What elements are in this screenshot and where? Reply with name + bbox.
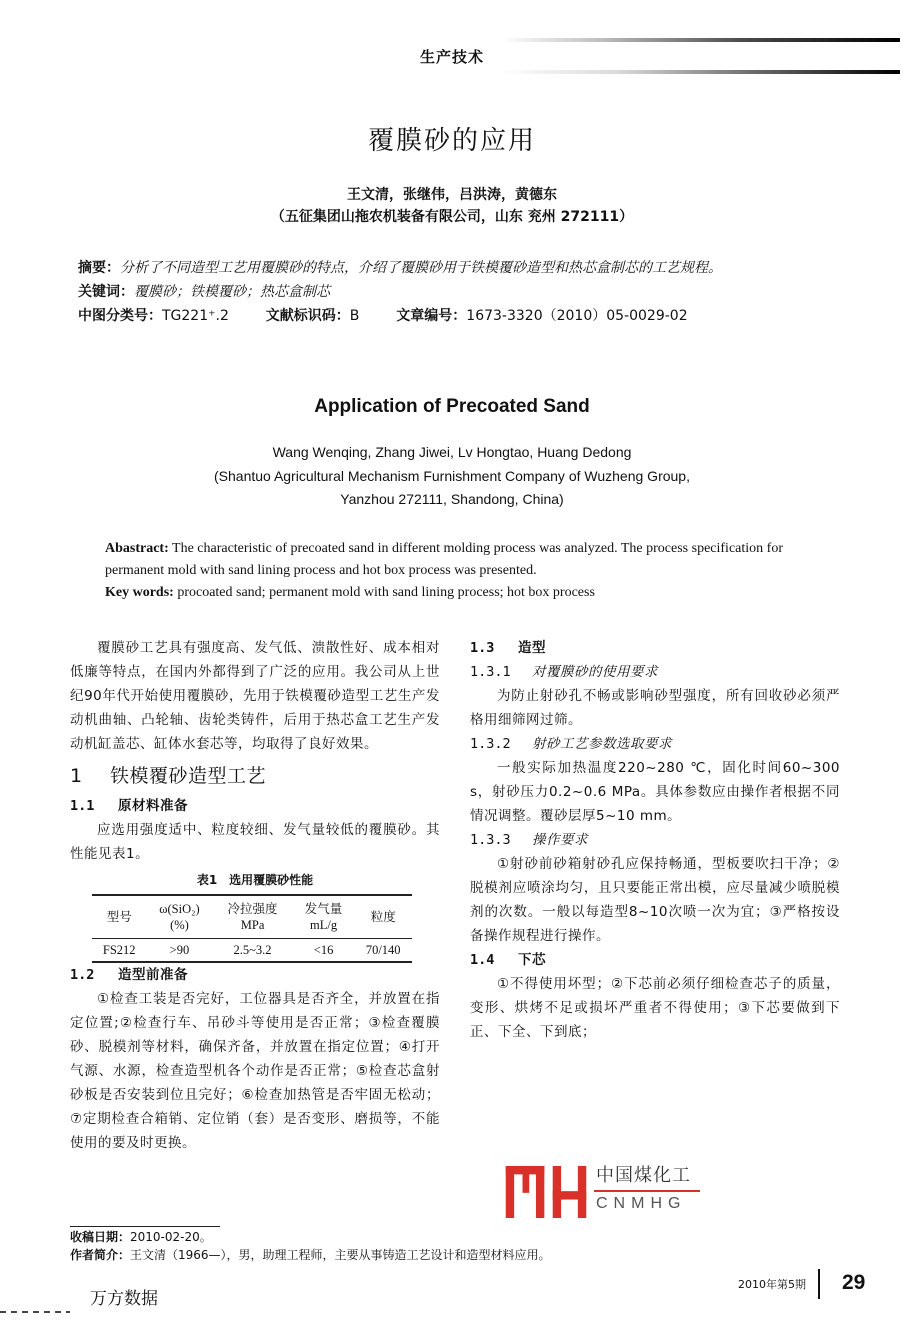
table-1-caption: 表1 选用覆膜砂性能	[196, 873, 314, 887]
table-header-tensile-text: 冷拉强度	[227, 902, 278, 916]
table-header-gas-unit: mL/g	[310, 918, 338, 932]
section-1-3-2-number: 1.3.2	[470, 736, 511, 752]
footnote-received	[70, 1228, 212, 1246]
keywords-en-label: Key words:	[105, 585, 174, 600]
table-cell: FS212	[92, 939, 146, 963]
section-1-3-heading	[470, 636, 840, 660]
body-column-right	[470, 636, 840, 1044]
article-no-label: 文章编号：	[396, 308, 467, 324]
abstract-cn	[78, 256, 818, 328]
section-1-1-paragraph: 应选用强度适中、粒度较细、发气量较低的覆膜砂。其性能见表1。	[70, 822, 440, 862]
table-cell: >90	[146, 939, 212, 963]
section-1-3-1-heading	[470, 660, 840, 684]
source-watermark: 万方数据	[90, 1289, 158, 1309]
abstract-cn-text	[78, 256, 818, 280]
table-header-grain-text: 粒度	[370, 910, 396, 924]
watermark-cn-text: 中国煤化工	[596, 1165, 691, 1186]
abstract-cn-label: 摘要：	[78, 260, 120, 276]
watermark-mh-glyph	[506, 1166, 587, 1218]
watermark-logo	[504, 1166, 714, 1218]
author-bio-label: 作者简介：	[70, 1248, 131, 1262]
watermark-en-text: CNMHG	[596, 1195, 687, 1212]
page-title-cn: 覆膜砂的应用	[367, 126, 536, 156]
table-cell: 2.5~3.2	[212, 939, 292, 963]
abstract-cn-body: 分析了不同造型工艺用覆膜砂的特点，介绍了覆膜砂用于铁模覆砂造型和热芯盒制芯的工艺规程。	[120, 260, 722, 276]
table-header-grain	[354, 895, 412, 939]
watermark-divider	[594, 1190, 700, 1192]
section-1-1-number: 1.1	[70, 798, 95, 814]
doc-code-label: 文献标识码：	[265, 308, 350, 324]
logo-bar	[536, 1166, 544, 1218]
table-cell: 70/140	[354, 939, 412, 963]
section-1-3-title: 造型	[518, 640, 546, 656]
section-1-3-3-heading	[470, 828, 840, 852]
issue-label: 2010年第5期	[738, 1278, 806, 1291]
author-bio: 王文清（1966—），男，助理工程师，主要从事铸造工艺设计和造型材料应用。	[130, 1248, 551, 1262]
header-rule-bottom	[500, 70, 900, 74]
section-1-4-number: 1.4	[470, 952, 495, 968]
section-1-1-heading	[70, 794, 440, 818]
table-header-gas-text: 发气量	[304, 902, 343, 916]
affiliation-en-line1: (Shantuo Agricultural Mechanism Furnishment Company of Wuzheng Group,	[214, 468, 690, 484]
table-header-sio2	[146, 895, 212, 939]
section-1-4-heading	[470, 948, 840, 972]
table-header-row	[92, 895, 412, 939]
table-row	[92, 939, 412, 963]
clc-value: TG221⁺.2	[162, 308, 229, 324]
section-1-2-heading	[70, 963, 440, 987]
section-1-4-title: 下芯	[518, 952, 546, 968]
watermark-mh-mark-icon	[504, 1166, 588, 1218]
affiliation-en-line2: Yanzhou 272111, Shandong, China)	[340, 491, 564, 507]
received-label: 收稿日期：	[70, 1230, 131, 1244]
table-cell: <16	[293, 939, 355, 963]
keywords-en-value: procoated sand; permanent mold with sand lining process; hot box process	[173, 585, 595, 600]
section-1-3-2-heading	[470, 732, 840, 756]
section-1-heading	[70, 762, 440, 790]
authors-en: Wang Wenqing, Zhang Jiwei, Lv Hongtao, Huang Dedong	[272, 444, 632, 460]
section-1-2-title: 造型前准备	[118, 967, 188, 983]
section-1-1-title: 原材料准备	[118, 798, 188, 814]
table-1	[92, 894, 412, 963]
page-title-en: Application of Precoated Sand	[314, 396, 590, 417]
keywords-cn-value: 覆膜砂；铁模覆砂；热芯盒制芯	[134, 284, 330, 300]
table-header-gas	[293, 895, 355, 939]
section-1-2-number: 1.2	[70, 967, 95, 983]
footnote-author	[70, 1246, 551, 1264]
bottom-dash-rule	[0, 1311, 70, 1313]
section-1-3-2-title: 射砂工艺参数选取要求	[532, 736, 672, 752]
authors-cn: 王文清，张继伟，吕洪涛，黄德东	[347, 187, 557, 203]
section-1-2-paragraph: ①检查工装是否完好，工位器具是否齐全，并放置在指定位置;②检查行车、吊砂斗等使用是否正常；③检查覆膜砂、脱模剂等材料，确保齐备，并放置在指定位置；④打开气源、水源，检查造型机各个动作是否正常；⑤检查芯盒射砂板是否安装到位且完好；⑥检查加热管是否牢固无松动；⑦定期检查合箱销、定位销（套）是否变形、磨损等，不能使用的要及时更换。	[70, 991, 440, 1151]
keywords-cn-label: 关键词：	[78, 284, 134, 300]
section-label: 生产技术	[420, 48, 485, 66]
table-header-sio2-unit: (%)	[170, 918, 189, 932]
logo-bar	[553, 1191, 587, 1199]
section-1-number: 1	[70, 765, 83, 787]
intro-paragraph: 覆膜砂工艺具有强度高、发气低、溃散性好、成本相对低廉等特点，在国内外都得到了广泛的应用。我公司从上世纪90年代开始使用覆膜砂，先用于铁模覆砂造型工艺生产发动机曲轴、凸轮轴、齿轮类铸件，后用于热芯盒工艺生产发动机缸盖芯、缸体水套芯等，均取得了良好效果。	[70, 640, 440, 752]
received-date: 2010-02-20。	[130, 1230, 212, 1244]
page-number: 29	[842, 1271, 866, 1294]
section-1-3-1-number: 1.3.1	[470, 664, 511, 680]
keywords-cn	[78, 280, 818, 304]
abstract-en-label: Abastract:	[105, 541, 169, 556]
section-1-title: 铁模覆砂造型工艺	[110, 765, 267, 787]
table-header-tensile	[212, 895, 292, 939]
body-column-left	[70, 636, 440, 1155]
abstract-en-text	[105, 538, 825, 582]
section-1-4-paragraph: ①不得使用坏型；②下芯前必须仔细检查芯子的质量，变形、烘烤不足或损坏严重者不得使用；③下芯要做到下正、下全、下到底；	[470, 976, 840, 1040]
page-number-divider	[818, 1269, 820, 1299]
section-1-3-3-paragraph: ①射砂前砂箱射砂孔应保持畅通，型板要吹扫干净；②脱模剂应喷涂均匀，且只要能正常出模，应尽量减少喷脱模剂的次数。一般以每造型8~10次喷一次为宜；③严格按设备操作规程进行操作。	[470, 856, 840, 944]
section-1-3-1-title: 对覆膜砂的使用要求	[532, 664, 658, 680]
keywords-en	[105, 582, 825, 604]
abstract-en	[105, 538, 825, 604]
header-rule-top	[500, 38, 900, 42]
doc-code-value: B	[349, 308, 360, 324]
section-1-3-number: 1.3	[470, 640, 495, 656]
section-1-3-1-paragraph: 为防止射砂孔不畅或影响砂型强度，所有回收砂必须严格用细筛网过筛。	[470, 688, 840, 728]
table-header-sio2-text: ω(SiO₂)	[159, 902, 200, 916]
footnote-rule	[70, 1226, 220, 1227]
abstract-en-body: The characteristic of precoated sand in different molding process was analyzed. The process specification for permanent mold with sand lining process and hot box process was presented.	[105, 541, 783, 578]
classification-line	[78, 304, 818, 328]
section-1-3-3-title: 操作要求	[532, 832, 588, 848]
section-1-3-2-paragraph: 一般实际加热温度220~280 ℃，固化时间60~300 s，射砂压力0.2~0.6 MPa。具体参数应由操作者根据不同情况调整。覆砂层厚5~10 mm。	[470, 760, 840, 824]
table-header-model-text: 型号	[106, 910, 132, 924]
affiliation-cn: （五征集团山拖农机装备有限公司，山东 兖州 272111）	[270, 209, 634, 225]
section-1-3-3-number: 1.3.3	[470, 832, 511, 848]
clc-label: 中图分类号：	[78, 308, 162, 324]
table-header-tensile-unit: MPa	[240, 918, 265, 932]
table-header-model	[92, 895, 146, 939]
logo-bar	[523, 1166, 530, 1193]
article-no-value: 1673-3320（2010）05-0029-02	[466, 308, 688, 324]
